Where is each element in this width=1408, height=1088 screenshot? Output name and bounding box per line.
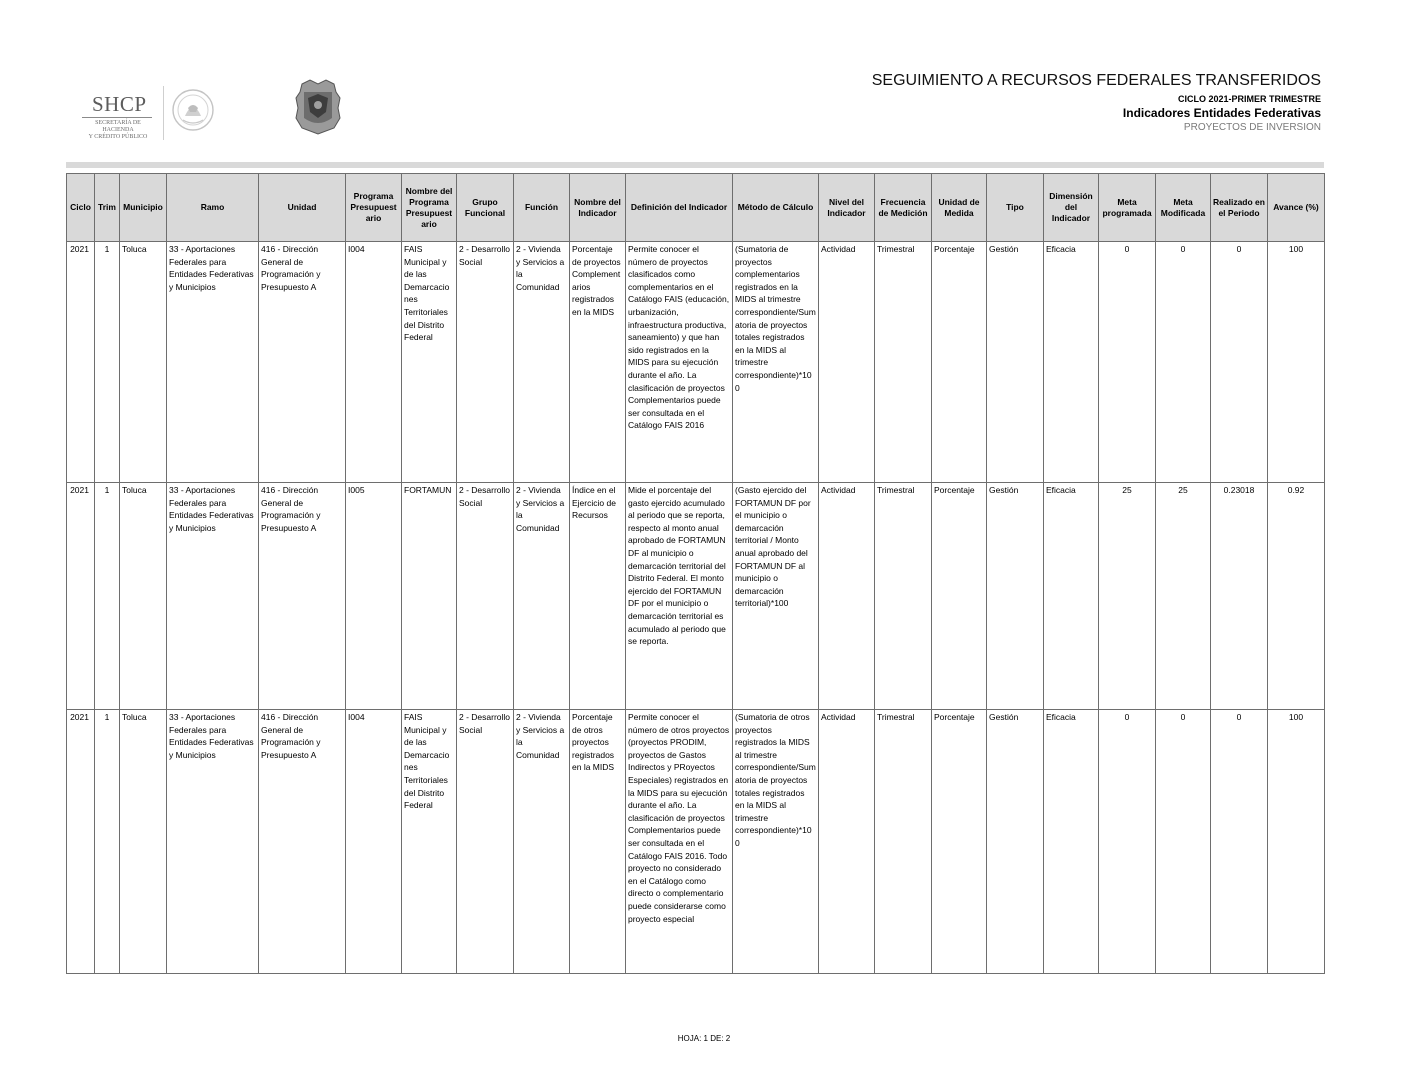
cell-ramo: 33 - Aportaciones Federales para Entidades Federativas y Municipios: [167, 242, 259, 483]
cell-realizado: 0.23018: [1211, 483, 1268, 710]
shcp-logo-subtitle-line2: Y CRÉDITO PÚBLICO: [88, 134, 148, 140]
report-type: PROYECTOS DE INVERSION: [1183, 122, 1321, 133]
report-subtitle: Indicadores Entidades Federativas: [1122, 106, 1321, 120]
cell-grupo-funcional: 2 - Desarrollo Social: [457, 483, 514, 710]
column-header-trim: Trim: [95, 174, 120, 242]
indicators-table: [66, 173, 1325, 974]
column-header-nombre-indicador: Nombre del Indicador: [570, 174, 626, 242]
table-row: [67, 483, 1325, 710]
column-header-meta-programada: Meta programada: [1099, 174, 1156, 242]
column-header-unidad-medida: Unidad de Medida: [932, 174, 987, 242]
cell-avance: 100: [1268, 710, 1325, 974]
cell-nombre-programa: FORTAMUN: [402, 483, 457, 710]
cell-unidad-medida: Porcentaje: [932, 242, 987, 483]
column-header-unidad: Unidad: [259, 174, 346, 242]
table-row: [67, 242, 1325, 483]
cell-realizado: 0: [1211, 710, 1268, 974]
cell-meta-modificada: 0: [1156, 710, 1211, 974]
cell-grupo-funcional: 2 - Desarrollo Social: [457, 242, 514, 483]
cell-dimension: Eficacia: [1044, 242, 1099, 483]
cell-programa: I005: [346, 483, 402, 710]
column-header-dimension: Dimensión del Indicador: [1044, 174, 1099, 242]
cell-trim: 1: [95, 483, 120, 710]
report-title: SEGUIMIENTO A RECURSOS FEDERALES TRANSFERIDOS: [871, 72, 1321, 89]
column-header-avance: Avance (%): [1268, 174, 1325, 242]
cell-nombre-programa: FAIS Municipal y de las Demarcaciones Territoriales del Distrito Federal: [402, 710, 457, 974]
mexico-seal-icon: [171, 86, 215, 136]
cell-unidad-medida: Porcentaje: [932, 483, 987, 710]
column-header-programa: Programa Presupuest ario: [346, 174, 402, 242]
cell-unidad: 416 - Dirección General de Programación y Presupuesto A: [259, 483, 346, 710]
cell-funcion: 2 - Vivienda y Servicios a la Comunidad: [514, 242, 570, 483]
cell-programa: I004: [346, 710, 402, 974]
cell-funcion: 2 - Vivienda y Servicios a la Comunidad: [514, 710, 570, 974]
cell-meta-programada: 0: [1099, 710, 1156, 974]
column-header-municipio: Municipio: [120, 174, 167, 242]
cell-municipio: Toluca: [120, 710, 167, 974]
table-row: [67, 710, 1325, 974]
shcp-logo-subtitle-line1: SECRETARÍA DE HACIENDA: [95, 120, 141, 133]
report-cycle: CICLO 2021-PRIMER TRIMESTRE: [1177, 94, 1321, 104]
cell-meta-programada: 25: [1099, 483, 1156, 710]
cell-unidad: 416 - Dirección General de Programación y Presupuesto A: [259, 710, 346, 974]
cell-nivel: Actividad: [819, 242, 875, 483]
column-header-nivel: Nivel del Indicador: [819, 174, 875, 242]
column-header-realizado: Realizado en el Periodo: [1211, 174, 1268, 242]
cell-unidad-medida: Porcentaje: [932, 710, 987, 974]
cell-programa: I004: [346, 242, 402, 483]
cell-ramo: 33 - Aportaciones Federales para Entidades Federativas y Municipios: [167, 483, 259, 710]
cell-trim: 1: [95, 242, 120, 483]
cell-funcion: 2 - Vivienda y Servicios a la Comunidad: [514, 483, 570, 710]
cell-ciclo: 2021: [67, 710, 95, 974]
page-number: HOJA: 1 DE: 2: [677, 1034, 731, 1043]
cell-definicion: Permite conocer el número de otros proyectos (proyectos PRODIM, proyectos de Gastos Indirectos y PRoyectos Especiales) registrados en la MIDS para su ejecución durante el año. La clasificación de proyectos Complementarios puede ser consultada en el Catálogo FAIS 2016. Todo proyecto no considerado en el Catálogo como directo o complementario puede considerarse como proyecto especial: [626, 710, 733, 974]
cell-municipio: Toluca: [120, 483, 167, 710]
cell-definicion: Mide el porcentaje del gasto ejercido acumulado al periodo que se reporta, respecto al monto anual aprobado de FORTAMUN DF al municipio o demarcación territorial del Distrito Federal. El monto ejercido del FORTAMUN DF por el municipio o demarcación territorial es acumulado al periodo que se reporta.: [626, 483, 733, 710]
column-header-ramo: Ramo: [167, 174, 259, 242]
shcp-logo-subtitle: [80, 120, 156, 141]
cell-tipo: Gestión: [987, 710, 1044, 974]
cell-ciclo: 2021: [67, 483, 95, 710]
cell-metodo: (Sumatoria de proyectos complementarios registrados en la MIDS al trimestre correspondiente/Sumatoria de proyectos totales registrados en la MIDS al trimestre correspondiente)*100: [733, 242, 819, 483]
column-header-metodo: Método de Cálculo: [733, 174, 819, 242]
cell-frecuencia: Trimestral: [875, 710, 932, 974]
column-header-meta-modificada: Meta Modificada: [1156, 174, 1211, 242]
shcp-logo: [76, 92, 158, 140]
cell-dimension: Eficacia: [1044, 483, 1099, 710]
cell-avance: 100: [1268, 242, 1325, 483]
cell-nivel: Actividad: [819, 483, 875, 710]
cell-nivel: Actividad: [819, 710, 875, 974]
cell-frecuencia: Trimestral: [875, 242, 932, 483]
cell-avance: 0.92: [1268, 483, 1325, 710]
table-header-row: [67, 174, 1325, 242]
cell-municipio: Toluca: [120, 242, 167, 483]
cell-meta-modificada: 0: [1156, 242, 1211, 483]
cell-definicion: Permite conocer el número de proyectos clasificados como complementarios en el Catálogo FAIS (educación, urbanización, infraestructura productiva, saneamiento) y que han sido registrados en la MIDS para su ejecución durante el año. La clasificación de proyectos Complementarios puede ser consultada en el Catálogo FAIS 2016: [626, 242, 733, 483]
logo-divider: [163, 86, 164, 140]
cell-tipo: Gestión: [987, 242, 1044, 483]
shcp-logo-rule: [82, 117, 152, 118]
cell-frecuencia: Trimestral: [875, 483, 932, 710]
cell-metodo: (Sumatoria de otros proyectos registrados la MIDS al trimestre correspondiente/Sumatoria de proyectos totales registrados en la MIDS al trimestre correspondiente)*100: [733, 710, 819, 974]
cell-ramo: 33 - Aportaciones Federales para Entidades Federativas y Municipios: [167, 710, 259, 974]
estado-de-mexico-seal-icon: [292, 78, 344, 136]
column-header-funcion: Función: [514, 174, 570, 242]
cell-unidad: 416 - Dirección General de Programación y Presupuesto A: [259, 242, 346, 483]
column-header-tipo: Tipo: [987, 174, 1044, 242]
cell-nombre-programa: FAIS Municipal y de las Demarcaciones Territoriales del Distrito Federal: [402, 242, 457, 483]
column-header-frecuencia: Frecuencia de Medición: [875, 174, 932, 242]
cell-nombre-indicador: Índice en el Ejercicio de Recursos: [570, 483, 626, 710]
cell-tipo: Gestión: [987, 483, 1044, 710]
column-header-ciclo: Ciclo: [67, 174, 95, 242]
cell-trim: 1: [95, 710, 120, 974]
cell-nombre-indicador: Porcentaje de proyectos Complementarios registrados en la MIDS: [570, 242, 626, 483]
cell-meta-programada: 0: [1099, 242, 1156, 483]
cell-ciclo: 2021: [67, 242, 95, 483]
cell-metodo: (Gasto ejercido del FORTAMUN DF por el municipio o demarcación territorial / Monto anual aprobado del FORTAMUN DF al municipio o demarcación territorial)*100: [733, 483, 819, 710]
cell-nombre-indicador: Porcentaje de otros proyectos registrados en la MIDS: [570, 710, 626, 974]
cell-realizado: 0: [1211, 242, 1268, 483]
cell-dimension: Eficacia: [1044, 710, 1099, 974]
column-header-grupo-funcional: Grupo Funcional: [457, 174, 514, 242]
cell-meta-modificada: 25: [1156, 483, 1211, 710]
column-header-nombre-programa: Nombre del Programa Presupuest ario: [402, 174, 457, 242]
shcp-logo-letters: SHCP: [92, 92, 147, 116]
column-header-definicion: Definición del Indicador: [626, 174, 733, 242]
cell-grupo-funcional: 2 - Desarrollo Social: [457, 710, 514, 974]
header-separator-band: [66, 162, 1324, 168]
